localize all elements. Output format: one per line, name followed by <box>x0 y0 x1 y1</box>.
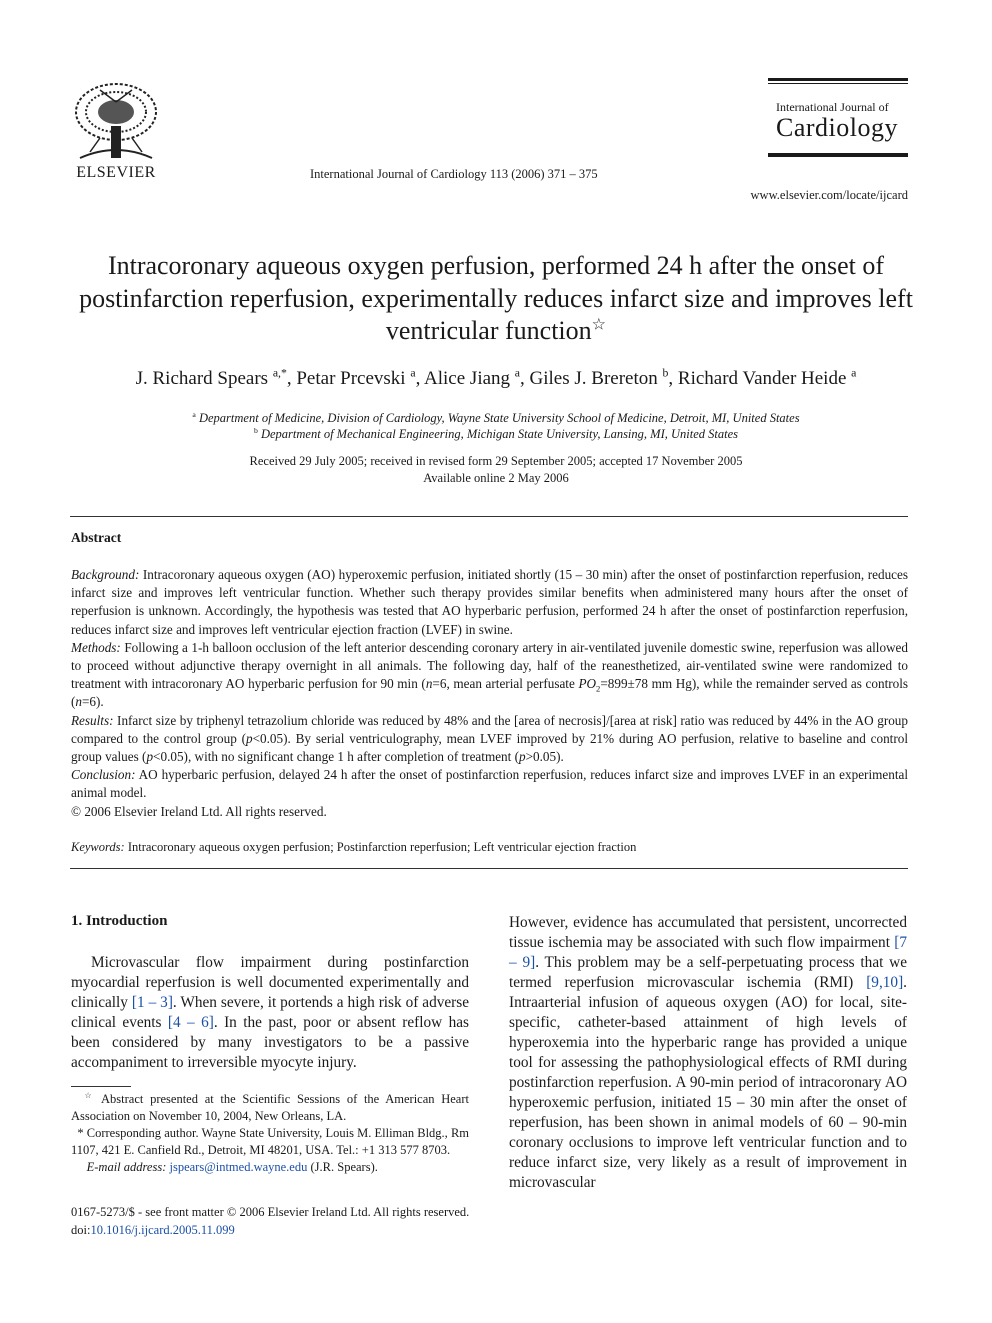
author-separator: , <box>668 368 678 389</box>
footnote-email <box>71 1159 469 1176</box>
abstract-conclusion <box>71 766 908 802</box>
intro-column-right <box>509 913 907 1193</box>
results-label: Results: <box>71 712 114 728</box>
results-text: >0.05). <box>525 749 564 765</box>
intro-column-left <box>71 953 469 1073</box>
results-text: Infarct size by triphenyl tetrazolium chloride was reduced by 48% and the [area of necrosis]/[area at risk] ratio was reduced by 44% in the AO group compared to the control group ( <box>71 712 908 746</box>
results-var: p <box>146 749 154 765</box>
intro-text: . This problem may be a self-perpetuating process that we termed reperfusion microvascular ischemia (RMI) <box>509 954 907 991</box>
intro-text: . Intraarterial infusion of aqueous oxygen (AO) for local, site-specific, catheter-based attainment of high levels of hyperoxemia into the hyperbaric range has provided a unique tool for assessing the pathophysiological effects of RMI during postinfarction reperfusion. A 90-min period of intracoronary AO hyperoxemic perfusion, initiated 15 – 30 min after the onset of reperfusion, has been shown in animal models of 60 – 90-min coronary occlusions to improve left ventricular function and to reduce infarct size, very likely as a result of improvement in microvascular <box>509 974 907 1191</box>
results-text: <0.05), with no significant change 1 h after completion of treatment ( <box>153 749 519 765</box>
author-affiliation-mark[interactable]: a <box>514 366 521 380</box>
doi-link[interactable]: 10.1016/j.ijcard.2005.11.099 <box>90 1223 235 1237</box>
article-title-text: Intracoronary aqueous oxygen perfusion, performed 24 h after the onset of postinfarction reperfusion, experimentally reduces infarct size and improves left ventricular function <box>79 251 913 345</box>
footnote-text: Abstract presented at the Scientific Sessions of the American Heart Association on November 10, 2004, New Orleans, LA. <box>71 1092 469 1123</box>
author-list <box>60 368 932 390</box>
keywords-text: Intracoronary aqueous oxygen perfusion; Postinfarction reperfusion; Left ventricular ejection fraction <box>127 840 637 854</box>
methods-text: Following a 1-h balloon occlusion of the left anterior descending coronary artery in air-ventilated juvenile domestic swine, reperfusion was allowed to proceed without adjunctive therapy overnight in all animals. The following day, half of the reanesthetized, air-ventilated swine were randomized to treatment with intracoronary AO hyperbaric perfusion for 90 min ( <box>71 639 909 692</box>
methods-subscript: 2 <box>596 683 601 694</box>
affiliation-a <box>60 411 932 426</box>
author-name: Alice Jiang <box>424 368 511 389</box>
conclusion-label: Conclusion: <box>71 767 136 783</box>
intro-text: . When severe, it portends a high risk of adverse clinical events <box>71 994 469 1031</box>
affiliation-mark: b <box>253 425 258 435</box>
article-title <box>60 250 932 348</box>
author-name: Giles J. Brereton <box>529 368 658 389</box>
masthead-rule <box>768 83 908 84</box>
masthead-rule <box>768 154 908 157</box>
methods-var: n <box>75 694 82 710</box>
footnote-rule <box>71 1086 131 1087</box>
results-var: p <box>246 730 253 746</box>
background-label: Background: <box>71 567 140 582</box>
abstract-body <box>71 566 908 821</box>
author-affiliation-mark[interactable]: b <box>662 366 669 380</box>
methods-text: =6, mean arterial perfusate <box>432 676 579 692</box>
abstract-heading: Abstract <box>71 530 122 545</box>
footnote-star <box>71 1091 469 1125</box>
methods-var: PO <box>578 676 597 692</box>
methods-var: n <box>425 676 433 692</box>
author-separator: , <box>415 368 425 389</box>
footnote-text: Corresponding author. Wayne State University, Louis M. Elliman Bldg., Rm 1107, 421 E. Canfield Rd., Detroit, MI 48201, USA. Tel.: +1 313 577 8703. <box>71 1126 470 1157</box>
front-matter-text: 0167-5273/$ - see front matter © 2006 Elsevier Ireland Ltd. All rights reserved. <box>71 1205 470 1219</box>
intro-text: Microvascular flow impairment during postinfarction myocardial reperfusion is well documented experimentally and clinically <box>71 954 469 1011</box>
citation-link[interactable]: [7 – 9] <box>509 934 907 971</box>
footnote-mark: ☆ <box>84 1090 95 1100</box>
methods-text: =899±78 mm Hg), while the remainder served as controls ( <box>71 676 909 710</box>
results-text: <0.05). By serial ventriculography, mean LVEF improved by 21% during AO perfusion, relative to baseline and control group values ( <box>71 730 908 765</box>
intro-paragraph <box>509 913 907 1193</box>
affiliation-mark: a <box>192 409 196 419</box>
footnote-corresponding <box>71 1125 469 1159</box>
author-name: J. Richard Spears <box>135 368 269 389</box>
abstract-background <box>71 566 908 639</box>
received-dates: Received 29 July 2005; received in revised form 29 September 2005; accepted 17 November 2005 <box>249 454 743 468</box>
author-separator: , <box>520 368 530 389</box>
masthead-rule <box>768 78 908 81</box>
conclusion-text: AO hyperbaric perfusion, delayed 24 h after the onset of postinfarction reperfusion, reduces infarct size and improves LVEF in an experimental animal model. <box>71 767 908 801</box>
abstract-top-rule <box>70 516 908 517</box>
email-link[interactable]: jspears@intmed.wayne.edu <box>169 1160 308 1174</box>
publisher-name: ELSEVIER <box>76 164 156 181</box>
available-online: Available online 2 May 2006 <box>423 471 569 485</box>
article-history <box>60 453 932 487</box>
front-matter <box>71 1203 469 1239</box>
methods-label: Methods: <box>71 639 121 655</box>
author-affiliation-mark[interactable]: a,* <box>272 366 287 380</box>
abstract-results <box>71 712 908 767</box>
author-name: Petar Prcevski <box>296 368 406 389</box>
affiliation-b <box>60 427 932 442</box>
background-text: Intracoronary aqueous oxygen (AO) hyperoxemic perfusion, initiated shortly (15 – 30 min) after the onset of postinfarction reperfusion, reduces infarct size and improves left ventricular function. Whether such therapy provides similar benefits when administered many hours after the onset of reperfusion is unknown. Accordingly, the hypothesis was tested that AO hyperbaric perfusion, performed 24 h after the onset of postinfarction reperfusion, reduces infarct size and improves left ventricular ejection fraction (LVEF) in swine. <box>71 567 908 637</box>
affiliation-text: Department of Mechanical Engineering, Michigan State University, Lansing, MI, United States <box>260 427 738 441</box>
journal-name-large: Cardiology <box>776 113 898 142</box>
footnote-mark: * <box>77 1126 84 1140</box>
doi-line <box>71 1221 469 1239</box>
citation-link[interactable]: [4 – 6] <box>167 1014 214 1031</box>
citation-link[interactable]: [1 – 3] <box>131 994 173 1011</box>
journal-masthead <box>768 78 908 157</box>
intro-text: However, evidence has accumulated that persistent, uncorrected tissue ischemia may be associated with such flow impairment <box>509 914 907 951</box>
author-affiliation-mark[interactable]: a <box>851 366 857 380</box>
abstract-methods <box>71 639 908 712</box>
journal-url[interactable]: www.elsevier.com/locate/ijcard <box>750 188 908 202</box>
journal-citation: International Journal of Cardiology 113 (2006) 371 – 375 <box>310 167 598 181</box>
citation-link[interactable]: [9,10] <box>866 974 904 991</box>
footnotes <box>71 1091 469 1176</box>
intro-text: . In the past, poor or absent reflow has been considered by many investigators to be a passive accompaniment to irreversible myocyte injury. <box>71 1014 469 1071</box>
affiliation-text: Department of Medicine, Division of Cardiology, Wayne State University School of Medicine, Detroit, MI, United States <box>198 411 800 425</box>
methods-text: =6). <box>82 694 104 710</box>
elsevier-tree-logo <box>70 82 162 160</box>
section-heading-introduction: 1. Introduction <box>71 913 168 929</box>
results-var: p <box>519 749 526 765</box>
keywords <box>71 840 908 855</box>
doi-label: doi: <box>71 1223 91 1237</box>
title-footnote-mark[interactable]: ☆ <box>591 316 607 334</box>
author-separator: , <box>286 368 297 389</box>
journal-name-small: International Journal of <box>776 100 889 114</box>
keywords-label: Keywords: <box>71 840 125 854</box>
abstract-bottom-rule <box>70 868 908 869</box>
email-suffix: (J.R. Spears). <box>310 1160 378 1174</box>
author-affiliation-mark[interactable]: a <box>410 366 416 380</box>
abstract-copyright: © 2006 Elsevier Ireland Ltd. All rights reserved. <box>71 803 327 819</box>
author-name: Richard Vander Heide <box>677 368 847 389</box>
intro-paragraph <box>71 953 469 1073</box>
email-label: E-mail address: <box>86 1160 167 1174</box>
